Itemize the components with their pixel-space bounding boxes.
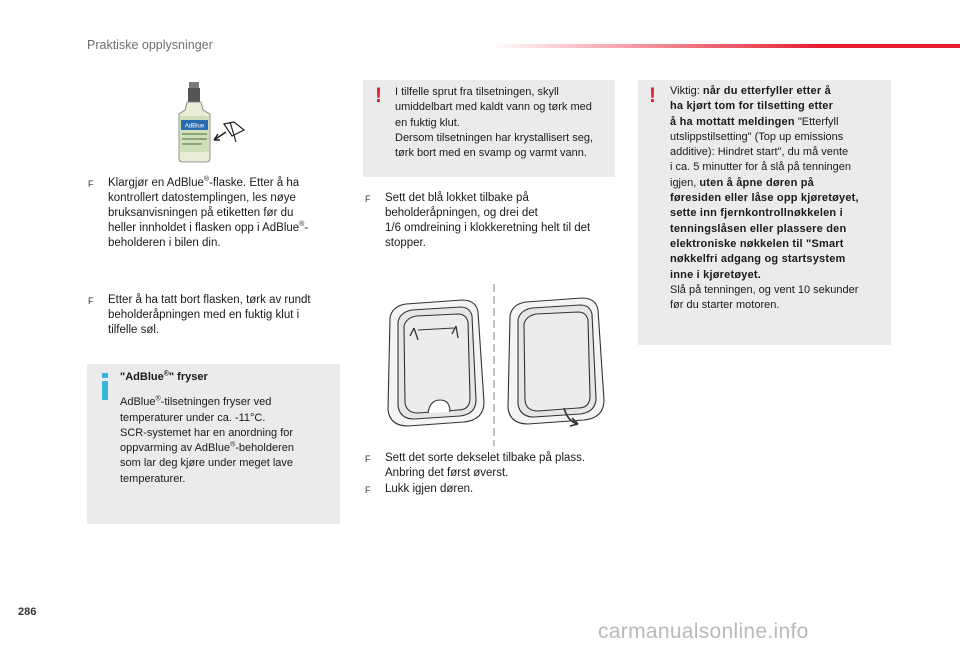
bullet-blue-cap (365, 191, 615, 255)
text: elektroniske nøkkelen til "Smart (670, 237, 844, 250)
text: Sett det sorte dekselet tilbake på plass. (385, 452, 586, 464)
bottle-label-text: AdBlue (184, 123, 205, 130)
text: AdBlue (120, 396, 156, 409)
text: i ca. 5 minutter for å slå på tenningen (670, 161, 851, 174)
warning-icon: ! (375, 84, 382, 107)
info-icon (102, 373, 108, 378)
cover-illustration (378, 282, 610, 448)
text: "AdBlue (120, 371, 164, 383)
header-accent-bar (490, 44, 960, 48)
info-icon-bar (102, 381, 108, 400)
text: SCR-systemet har en anordning for (120, 426, 294, 439)
text: ha kjørt tom for tilsetting etter (670, 100, 834, 113)
page-header-title: Praktiske opplysninger (87, 38, 213, 52)
text: - (304, 222, 309, 234)
text: beholderåpningen med en fuktig klut i (108, 309, 300, 321)
text: " fryser (168, 371, 208, 383)
text: temperaturer. (120, 472, 186, 485)
text: Slå på tenningen, og vent 10 sekunder (670, 283, 859, 296)
text: beholderåpningen, og drei det (385, 207, 538, 219)
bullet-marker: F (88, 179, 94, 189)
registered-mark: ® (155, 395, 161, 403)
adblue-bottle-illustration (170, 80, 250, 166)
text: som lar deg kjøre under meget lave (120, 457, 294, 470)
warning-box-splash (363, 80, 615, 177)
text: Klargjør en AdBlue (108, 177, 204, 189)
text: når du etterfyller etter å (702, 85, 831, 97)
watermark: carmanualsonline.info (598, 620, 809, 643)
bullet-prepare-bottle (88, 176, 338, 256)
text: nøkkelfri adgang og startsystem (670, 253, 846, 266)
text: -beholderen (235, 442, 294, 455)
text: inne i kjøretøyet. (670, 268, 762, 281)
registered-mark: ® (163, 370, 169, 378)
text: føresiden eller låse opp kjøretøyet, (670, 192, 859, 205)
text: Lukk igjen døren. (385, 483, 474, 495)
text: additive): Hindret start", du må vente (670, 146, 849, 159)
text: "Etterfyll (794, 115, 839, 128)
page-number: 286 (18, 606, 37, 618)
text: før du starter motoren. (670, 299, 780, 312)
registered-mark: ® (299, 221, 305, 229)
text: 1/6 omdreining i klokkeretning helt til det (385, 222, 591, 234)
bullet-marker: F (365, 454, 371, 464)
text: stopper. (385, 237, 426, 249)
text: Etter å ha tatt bort flasken, tørk av rundt (108, 294, 311, 306)
text: umiddelbart med kaldt vann og tørk med (395, 101, 592, 114)
text: tilfelle søl. (108, 324, 160, 336)
text: Dersom tilsetningen har krystallisert seg, (395, 131, 594, 144)
text: -tilsetningen fryser ved (160, 396, 272, 409)
bullet-close-door (365, 482, 615, 498)
text: å ha mottatt meldingen (670, 115, 795, 128)
text: tørk bort med en svamp og varmt vann. (395, 147, 587, 160)
text: tenningslåsen eller plassere den (670, 222, 847, 235)
text: beholderen i bilen din. (108, 237, 221, 249)
text: -flaske. Etter å ha (209, 177, 300, 189)
bullet-marker: F (365, 485, 371, 495)
text: uten å åpne døren på (699, 176, 814, 189)
text: Viktig: (670, 85, 703, 97)
text: I tilfelle sprut fra tilsetningen, skyll (395, 86, 559, 98)
bullet-marker: F (365, 194, 371, 204)
registered-mark: ® (230, 441, 236, 449)
text: utslippstilsetting" (Top up emissions (670, 130, 844, 143)
warning-box-refill (638, 80, 891, 345)
registered-mark: ® (203, 176, 210, 184)
bullet-marker: F (88, 296, 94, 306)
bullet-black-cover (365, 451, 615, 483)
text: heller innholdet i flasken opp i AdBlue (108, 222, 300, 234)
text: kontrollert datostemplingen, les nøye (108, 192, 296, 204)
text: Anbring det først øverst. (385, 467, 509, 479)
bullet-wipe-opening (88, 293, 338, 343)
text: bruksanvisningen på etiketten før du (108, 207, 294, 219)
text: sette inn fjernkontrollnøkkelen i (670, 207, 843, 220)
info-box-freezing (87, 364, 340, 524)
text: temperaturer under ca. -11°C. (120, 411, 266, 424)
info-box-title (120, 370, 330, 385)
text: oppvarming av AdBlue (120, 442, 231, 455)
text: en fuktig klut. (395, 116, 460, 129)
text: Sett det blå lokket tilbake på (385, 192, 529, 204)
text: igjen, (670, 176, 700, 189)
warning-icon: ! (649, 84, 656, 107)
